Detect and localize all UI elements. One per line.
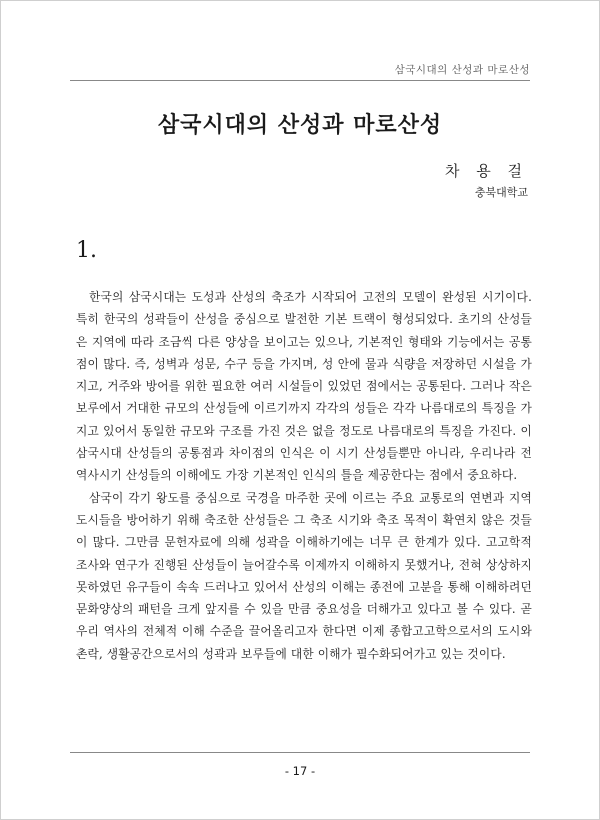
footer-rule: [70, 752, 530, 753]
author-name: 차 용 걸: [444, 162, 528, 180]
article-title: 삼국시대의 산성과 마로산성: [157, 112, 443, 138]
page-number: - 17 -: [284, 764, 316, 778]
body-text: [76, 286, 532, 665]
section-heading: 1.: [76, 238, 97, 263]
paragraph-1: 한국의 삼국시대는 도성과 산성의 축조가 시작되어 고전의 모델이 완성된 시기이다. 특히 한국의 성곽들이 산성을 중심으로 발전한 기본 트랙이 형성되었다. 초기의 산성들은 지역에 따라 조금씩 다른 양상을 보이고는 있으나, 기본적인 형태와 기능에서는 공통점이 많다. 즉, 성벽과 성문, 수구 등을 가지며, 성 안에 물과 식량을 저장하던 시설을 가지고, 거주와 방어를 위한 필요한 여러 시설들이 있었던 점에서는 공통된다. 그러나 작은 보루에서 거대한 규모의 산성들에 이르기까지 각각의 성들은 각각 나름대로의 특징을 가지고 있어서 동일한 규모와 구조를 가진 것은 없을 정도로 나름대로의 특징을 가진다. 이 삼국시대 산성들의 공통점과 차이점의 인식은 이 시기 산성들뿐만 아니라, 우리나라 전 역사시기 산성들의 이해에도 가장 기본적인 인식의 틀을 제공한다는 점에서 중요하다.: [76, 290, 532, 483]
header-rule: [70, 80, 530, 81]
author-affiliation: 충북대학교: [474, 186, 528, 199]
running-header: 삼국시대의 산성과 마로산성: [394, 64, 530, 76]
paragraph-2: 삼국이 각기 왕도를 중심으로 국경을 마주한 곳에 이르는 주요 교통로의 연변과 지역 도시들을 방어하기 위해 축조한 산성들은 그 축조 시기와 축조 목적이 확연치 않은 것들이 많다. 그만큼 문헌자료에 의해 성곽을 이해하기에는 너무 큰 한계가 있다. 고고학적 조사와 연구가 진행된 산성들이 늘어갈수록 이제까지 이해하지 못했거나, 전혀 상상하지 못하였던 유구들이 속속 드러나고 있어서 산성의 이해는 종전에 고분을 통해 이해하려던 문화양상의 패턴을 크게 앞지를 수 있을 만큼 중요성을 더해가고 있다고 볼 수 있다. 곧 우리 역사의 전체적 이해 수준을 끌어올리고자 한다면 이제 종합고고학으로서의 도시와 촌락, 생활공간으로서의 성곽과 보루들에 대한 이해가 필수화되어가고 있는 것이다.: [76, 490, 532, 661]
